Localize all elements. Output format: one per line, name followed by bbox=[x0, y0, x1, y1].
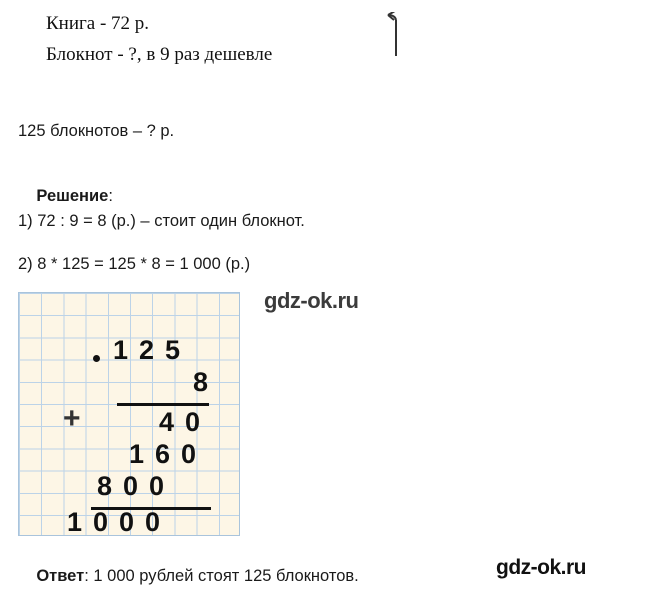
solution-step-2: 2) 8 * 125 = 125 * 8 = 1 000 (р.) bbox=[18, 255, 251, 273]
solution-colon: : bbox=[108, 187, 113, 205]
multiplier: 8 bbox=[193, 367, 209, 397]
column-multiplication-grid bbox=[18, 292, 240, 536]
answer-text: : 1 000 рублей стоят 125 блокнотов. bbox=[84, 567, 359, 585]
product-result: 1000 bbox=[67, 507, 172, 537]
plus-operator: + bbox=[63, 402, 81, 435]
rule-line-1 bbox=[117, 403, 209, 406]
partial-product-1: 40 bbox=[159, 407, 212, 437]
answer-label: Ответ bbox=[36, 567, 85, 585]
partial-product-3: 800 bbox=[97, 471, 176, 501]
curved-arrow-icon bbox=[368, 12, 402, 58]
problem-statement bbox=[46, 8, 272, 70]
statement-line-1: Книга - 72 р. bbox=[46, 13, 150, 34]
partial-product-2: 160 bbox=[129, 439, 208, 469]
solution-label: Решение bbox=[36, 187, 109, 205]
multiplicand: 125 bbox=[113, 335, 192, 365]
multiplication-dot-icon bbox=[93, 355, 100, 362]
watermark-top: gdz-ok.ru bbox=[264, 288, 359, 313]
count-line: 125 блокнотов – ? р. bbox=[18, 122, 175, 140]
statement-line-2: Блокнот - ?, в 9 раз дешевле bbox=[46, 44, 273, 65]
answer-line bbox=[18, 548, 359, 605]
solution-step-1: 1) 72 : 9 = 8 (р.) – стоит один блокнот. bbox=[18, 212, 305, 230]
watermark-bottom: gdz-ok.ru bbox=[496, 556, 586, 579]
